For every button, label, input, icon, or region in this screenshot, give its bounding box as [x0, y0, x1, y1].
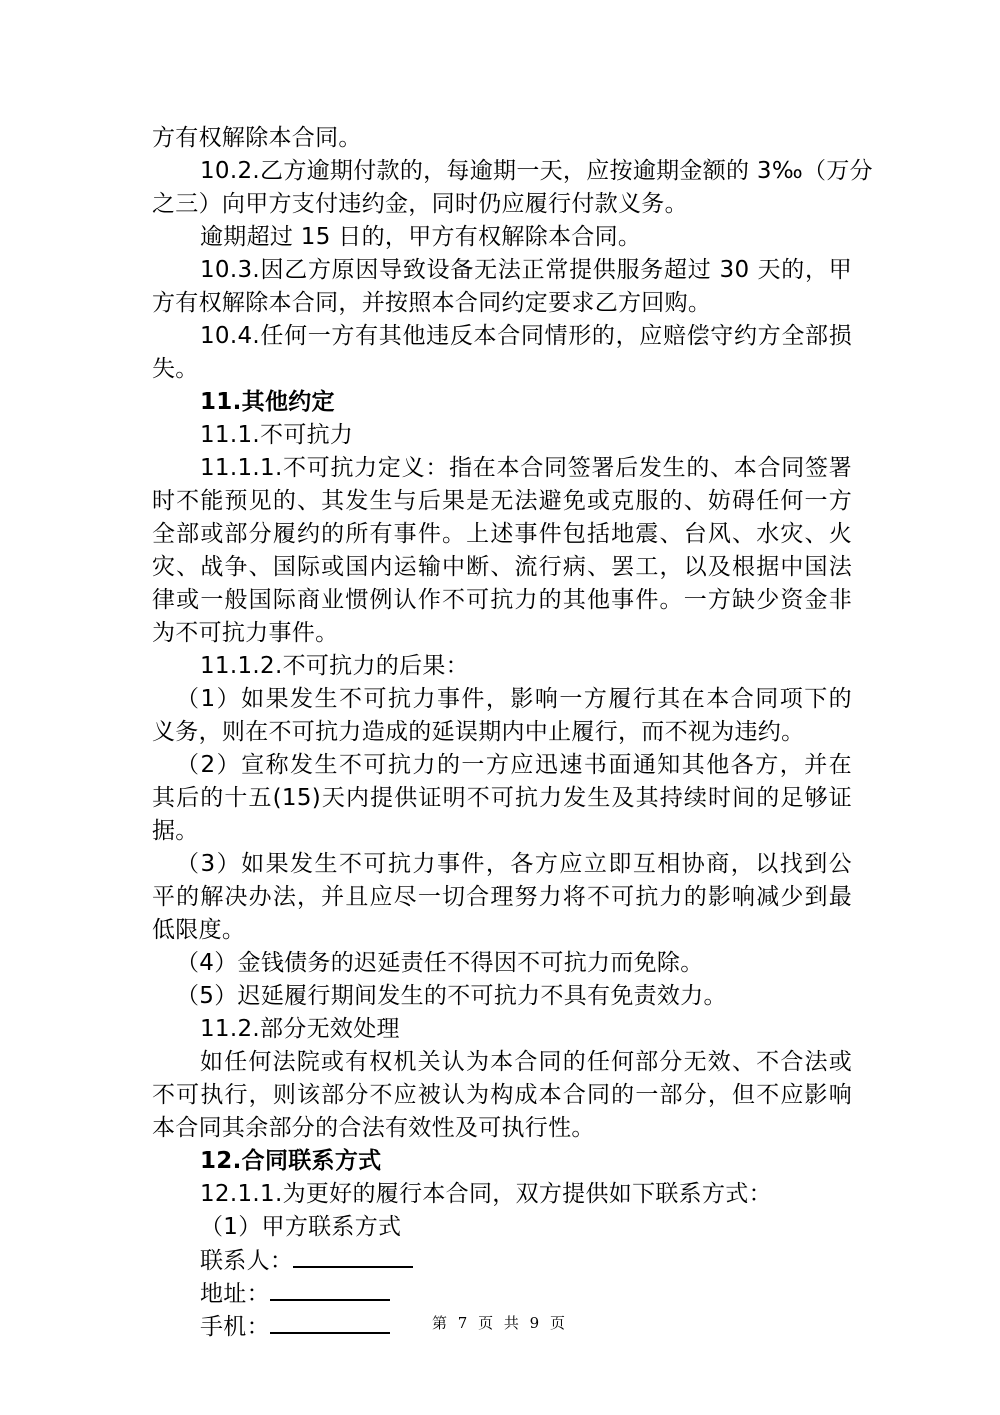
- text-line: 失。: [152, 356, 199, 382]
- text-line: 低限度。: [152, 917, 246, 943]
- text-line: 为不可抗力事件。: [152, 620, 339, 646]
- contact-field-label: 地址：: [200, 1281, 270, 1307]
- document-page: [152, 122, 873, 1343]
- text-line: 11.1.2.不可抗力的后果：: [200, 653, 469, 679]
- contact-field: [152, 1244, 852, 1277]
- text-line: 平的解决办法，并且应尽一切合理努力将不可抗力的影响减少到最: [152, 884, 852, 910]
- text-line: 据。: [152, 818, 199, 844]
- text-line: （1）甲方联系方式: [200, 1214, 402, 1240]
- text-line: （3）如果发生不可抗力事件，各方应立即互相协商，以找到公: [176, 851, 852, 877]
- text-line: 11.2.部分无效处理: [200, 1016, 400, 1042]
- text-line: 之三）向甲方支付违约金，同时仍应履行付款义务。: [152, 191, 688, 217]
- section-heading: 11.其他约定: [200, 389, 335, 415]
- page-footer: 第 7 页 共 9 页: [432, 1314, 568, 1332]
- text-line: 10.2.乙方逾期付款的，每逾期一天，应按逾期金额的 3‰（万分: [200, 158, 873, 184]
- text-line: （4）金钱债务的迟延责任不得因不可抗力而免除。: [176, 950, 704, 976]
- text-line: 10.4.任何一方有其他违反本合同情形的，应赔偿守约方全部损: [200, 323, 852, 349]
- contact-field-label: 手机：: [200, 1314, 270, 1340]
- contact-field-label: 联系人：: [200, 1248, 294, 1274]
- text-line: 律或一般国际商业惯例认作不可抗力的其他事件。一方缺少资金非: [152, 587, 852, 613]
- contact-field: [152, 1277, 852, 1310]
- text-line: 全部或部分履约的所有事件。上述事件包括地震、台风、水灾、火: [152, 521, 852, 547]
- text-line: 灾、战争、国际或国内运输中断、流行病、罢工，以及根据中国法: [152, 554, 852, 580]
- text-line: （1）如果发生不可抗力事件，影响一方履行其在本合同项下的: [176, 686, 852, 712]
- text-line: 义务，则在不可抗力造成的延误期内中止履行，而不视为违约。: [152, 719, 805, 745]
- text-line: 其后的十五(15)天内提供证明不可抗力发生及其持续时间的足够证: [152, 785, 852, 811]
- text-line: 逾期超过 15 日的，甲方有权解除本合同。: [200, 224, 642, 250]
- text-line: 方有权解除本合同。: [152, 125, 362, 151]
- text-line: （5）迟延履行期间发生的不可抗力不具有免责效力。: [176, 983, 727, 1009]
- fill-in-blank: [270, 1277, 390, 1301]
- document-body: [152, 122, 873, 1244]
- section-heading: 12.合同联系方式: [200, 1148, 382, 1174]
- text-line: 如任何法院或有权机关认为本合同的任何部分无效、不合法或: [200, 1049, 852, 1075]
- text-line: （2）宣称发生不可抗力的一方应迅速书面通知其他各方，并在: [176, 752, 852, 778]
- fill-in-blank: [293, 1244, 413, 1268]
- text-line: 11.1.1.不可抗力定义：指在本合同签署后发生的、本合同签署: [200, 455, 852, 481]
- text-line: 12.1.1.为更好的履行本合同，双方提供如下联系方式：: [200, 1181, 772, 1207]
- text-line: 10.3.因乙方原因导致设备无法正常提供服务超过 30 天的，甲: [200, 257, 852, 283]
- text-line: 时不能预见的、其发生与后果是无法避免或克服的、妨碍任何一方: [152, 488, 852, 514]
- text-line: 方有权解除本合同，并按照本合同约定要求乙方回购。: [152, 290, 712, 316]
- text-line: 11.1.不可抗力: [200, 422, 354, 448]
- text-line: 不可执行，则该部分不应被认为构成本合同的一部分，但不应影响: [152, 1082, 852, 1108]
- text-line: 本合同其余部分的合法有效性及可执行性。: [152, 1115, 595, 1141]
